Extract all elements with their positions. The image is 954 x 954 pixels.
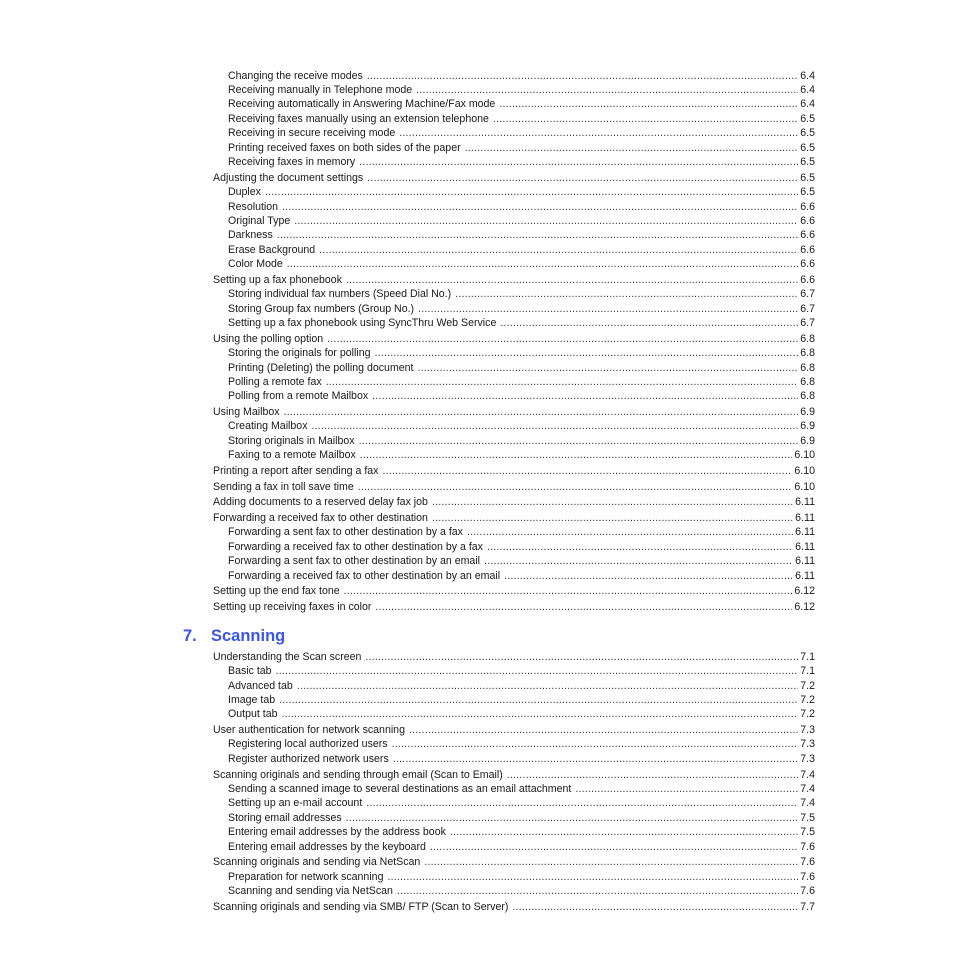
chapter-heading bbox=[183, 627, 285, 649]
toc-entry[interactable] bbox=[228, 70, 815, 83]
toc-entry-page: 6.11 bbox=[795, 526, 815, 538]
toc-entry[interactable] bbox=[213, 769, 815, 782]
toc-entry[interactable] bbox=[228, 186, 815, 199]
toc-leader-dots bbox=[279, 694, 798, 707]
toc-entry-title: Entering email addresses by the address book bbox=[228, 826, 446, 838]
toc-leader-dots bbox=[365, 651, 798, 664]
toc-entry[interactable] bbox=[213, 333, 815, 346]
toc-entry-title: Scanning originals and sending via SMB/ FTP (Scan to Server) bbox=[213, 901, 509, 913]
chapter-title: Scanning bbox=[211, 627, 286, 645]
toc-leader-dots bbox=[397, 885, 798, 898]
toc-entry-page: 7.5 bbox=[800, 812, 815, 824]
toc-entry-title: Using Mailbox bbox=[213, 406, 280, 418]
toc-leader-dots bbox=[432, 496, 793, 509]
toc-entry-page: 7.6 bbox=[800, 841, 815, 853]
toc-entry-page: 7.3 bbox=[800, 753, 815, 765]
toc-entry-title: Receiving faxes in memory bbox=[228, 156, 356, 168]
toc-leader-dots bbox=[359, 156, 798, 169]
toc-entry[interactable] bbox=[213, 724, 815, 737]
toc-entry-page: 6.5 bbox=[800, 127, 815, 139]
toc-entry-title: Scanning originals and sending through email (Scan to Email) bbox=[213, 769, 503, 781]
toc-leader-dots bbox=[372, 390, 798, 403]
toc-leader-dots bbox=[287, 258, 799, 271]
toc-entry-page: 7.2 bbox=[800, 694, 815, 706]
toc-entry-page: 6.12 bbox=[794, 585, 815, 597]
toc-entry-page: 7.2 bbox=[800, 680, 815, 692]
toc-entry-title: Using the polling option bbox=[213, 333, 324, 345]
toc-entry[interactable] bbox=[228, 215, 815, 228]
toc-entry-page: 7.2 bbox=[800, 708, 815, 720]
toc-entry-page: 6.4 bbox=[800, 84, 815, 96]
toc-entry[interactable] bbox=[228, 435, 815, 448]
toc-entry-page: 7.6 bbox=[800, 871, 815, 883]
toc-entry-title: Changing the receive modes bbox=[228, 70, 363, 82]
toc-entry[interactable] bbox=[228, 841, 815, 854]
toc-entry-page: 7.1 bbox=[800, 651, 815, 663]
toc-leader-dots bbox=[493, 113, 798, 126]
toc-entry-title: Sending a scanned image to several destinations as an email attachment bbox=[228, 783, 572, 795]
toc-leader-dots bbox=[284, 406, 799, 419]
toc-entry-title: Resolution bbox=[228, 201, 279, 213]
toc-entry-page: 6.8 bbox=[800, 362, 815, 374]
toc-leader-dots bbox=[392, 738, 799, 751]
toc-entry-title: User authentication for network scanning bbox=[213, 724, 405, 736]
toc-entry-title: Polling a remote fax bbox=[228, 376, 322, 388]
toc-leader-dots bbox=[418, 303, 798, 316]
toc-entry[interactable] bbox=[213, 465, 815, 478]
toc-entry-title: Duplex bbox=[228, 186, 261, 198]
toc-entry-page: 6.5 bbox=[800, 186, 815, 198]
toc-leader-dots bbox=[375, 601, 792, 614]
toc-leader-dots bbox=[276, 665, 799, 678]
toc-entry[interactable] bbox=[228, 871, 815, 884]
toc-entry-page: 7.6 bbox=[800, 856, 815, 868]
toc-entry-page: 6.10 bbox=[794, 449, 815, 461]
toc-entry-page: 7.3 bbox=[800, 724, 815, 736]
toc-entry[interactable] bbox=[228, 98, 815, 111]
toc-leader-dots bbox=[499, 98, 798, 111]
toc-entry-page: 6.4 bbox=[800, 70, 815, 82]
toc-entry-page: 6.5 bbox=[800, 113, 815, 125]
toc-entry-title: Advanced tab bbox=[228, 680, 293, 692]
toc-entry-page: 6.6 bbox=[800, 258, 815, 270]
toc-leader-dots bbox=[358, 481, 793, 494]
toc-leader-dots bbox=[312, 420, 799, 433]
toc-entry[interactable] bbox=[228, 420, 815, 433]
toc-entry-page: 6.6 bbox=[800, 215, 815, 227]
toc-entry[interactable] bbox=[228, 555, 815, 568]
toc-entry-page: 6.7 bbox=[800, 317, 815, 329]
toc-leader-dots bbox=[360, 449, 793, 462]
toc-leader-dots bbox=[367, 172, 798, 185]
toc-entry[interactable] bbox=[228, 449, 815, 462]
toc-entry-title: Original Type bbox=[228, 215, 291, 227]
toc-leader-dots bbox=[416, 84, 798, 97]
toc-entry[interactable] bbox=[228, 303, 815, 316]
toc-entry-title: Setting up receiving faxes in color bbox=[213, 601, 372, 613]
toc-entry-title: Forwarding a sent fax to other destination by an email bbox=[228, 555, 481, 567]
toc-leader-dots bbox=[375, 347, 799, 360]
toc-entry[interactable] bbox=[213, 601, 815, 614]
toc-entry[interactable] bbox=[213, 481, 815, 494]
toc-entry-title: Scanning and sending via NetScan bbox=[228, 885, 393, 897]
toc-leader-dots bbox=[326, 376, 799, 389]
toc-entry-page: 6.9 bbox=[800, 406, 815, 418]
toc-entry-title: Color Mode bbox=[228, 258, 283, 270]
toc-entry-title: Setting up the end fax tone bbox=[213, 585, 340, 597]
toc-leader-dots bbox=[346, 812, 799, 825]
toc-entry-title: Scanning originals and sending via NetScan bbox=[213, 856, 421, 868]
toc-entry-page: 6.11 bbox=[795, 496, 815, 508]
toc-entry-page: 6.7 bbox=[800, 303, 815, 315]
toc-entry-page: 6.5 bbox=[800, 142, 815, 154]
toc-entry-page: 7.5 bbox=[800, 826, 815, 838]
toc-leader-dots bbox=[393, 753, 799, 766]
toc-entry-title: Image tab bbox=[228, 694, 276, 706]
toc-entry-page: 6.6 bbox=[800, 244, 815, 256]
toc-leader-dots bbox=[327, 333, 798, 346]
toc-entry[interactable] bbox=[228, 708, 815, 721]
toc-entry-title: Receiving in secure receiving mode bbox=[228, 127, 396, 139]
toc-entry[interactable] bbox=[228, 797, 815, 810]
toc-entry-title: Setting up a fax phonebook bbox=[213, 274, 342, 286]
toc-entry[interactable] bbox=[213, 406, 815, 419]
toc-entry-title: Storing the originals for polling bbox=[228, 347, 371, 359]
toc-entry-title: Storing Group fax numbers (Group No.) bbox=[228, 303, 415, 315]
toc-leader-dots bbox=[366, 797, 798, 810]
toc-entry[interactable] bbox=[228, 244, 815, 257]
toc-entry[interactable] bbox=[228, 288, 815, 301]
toc-entry-title: Receiving faxes manually using an extension telephone bbox=[228, 113, 489, 125]
toc-entry[interactable] bbox=[228, 680, 815, 693]
chapter-number: 7. bbox=[183, 627, 197, 645]
toc-entry[interactable] bbox=[228, 665, 815, 678]
toc-entry-title: Printing a report after sending a fax bbox=[213, 465, 379, 477]
toc-entry[interactable] bbox=[228, 812, 815, 825]
toc-entry-page: 6.9 bbox=[800, 435, 815, 447]
toc-entry[interactable] bbox=[213, 901, 815, 914]
toc-entry-page: 6.11 bbox=[795, 512, 815, 524]
toc-entry[interactable] bbox=[228, 541, 815, 554]
toc-leader-dots bbox=[575, 783, 798, 796]
toc-entry[interactable] bbox=[228, 526, 815, 539]
toc-entry-title: Setting up an e-mail account bbox=[228, 797, 363, 809]
toc-entry-title: Storing individual fax numbers (Speed Dial No.) bbox=[228, 288, 452, 300]
toc-entry[interactable] bbox=[228, 826, 815, 839]
toc-entry-page: 6.10 bbox=[794, 465, 815, 477]
toc-leader-dots bbox=[455, 288, 798, 301]
toc-entry-title: Adjusting the document settings bbox=[213, 172, 364, 184]
toc-entry-page: 6.5 bbox=[800, 172, 815, 184]
toc-leader-dots bbox=[409, 724, 798, 737]
toc-leader-dots bbox=[297, 680, 798, 693]
toc-entry-title: Forwarding a received fax to other destination bbox=[213, 512, 428, 524]
toc-leader-dots bbox=[432, 512, 793, 525]
toc-entry-page: 6.11 bbox=[795, 570, 815, 582]
toc-leader-dots bbox=[399, 127, 798, 140]
toc-entry-page: 6.10 bbox=[794, 481, 815, 493]
toc-entry[interactable] bbox=[228, 753, 815, 766]
toc-entry-title: Receiving manually in Telephone mode bbox=[228, 84, 413, 96]
toc-entry[interactable] bbox=[228, 156, 815, 169]
toc-entry-page: 6.6 bbox=[800, 201, 815, 213]
toc-entry-title: Preparation for network scanning bbox=[228, 871, 384, 883]
toc-entry-title: Sending a fax in toll save time bbox=[213, 481, 354, 493]
toc-entry-title: Receiving automatically in Answering Machine/Fax mode bbox=[228, 98, 496, 110]
toc-leader-dots bbox=[359, 435, 799, 448]
toc-leader-dots bbox=[344, 585, 793, 598]
toc-leader-dots bbox=[507, 769, 799, 782]
toc-entry[interactable] bbox=[228, 738, 815, 751]
toc-entry-title: Polling from a remote Mailbox bbox=[228, 390, 369, 402]
toc-leader-dots bbox=[418, 362, 799, 375]
toc-leader-dots bbox=[346, 274, 798, 287]
toc-entry-title: Printing received faxes on both sides of the paper bbox=[228, 142, 461, 154]
toc-entry-title: Faxing to a remote Mailbox bbox=[228, 449, 356, 461]
toc-entry[interactable] bbox=[228, 84, 815, 97]
toc-entry-page: 6.9 bbox=[800, 420, 815, 432]
toc-leader-dots bbox=[277, 229, 799, 242]
toc-leader-dots bbox=[424, 856, 798, 869]
toc-leader-dots bbox=[484, 555, 793, 568]
toc-entry[interactable] bbox=[228, 694, 815, 707]
toc-entry-page: 6.8 bbox=[800, 376, 815, 388]
toc-entry-title: Registering local authorized users bbox=[228, 738, 388, 750]
toc-entry-title: Forwarding a sent fax to other destination by a fax bbox=[228, 526, 463, 538]
toc-leader-dots bbox=[465, 142, 799, 155]
toc-entry-title: Adding documents to a reserved delay fax job bbox=[213, 496, 428, 508]
toc-entry-page: 6.5 bbox=[800, 156, 815, 168]
toc-leader-dots bbox=[504, 570, 793, 583]
toc-leader-dots bbox=[450, 826, 798, 839]
toc-entry[interactable] bbox=[228, 317, 815, 330]
toc-entry-page: 6.11 bbox=[795, 541, 815, 553]
toc-entry-page: 7.3 bbox=[800, 738, 815, 750]
toc-entry-title: Forwarding a received fax to other destination by an email bbox=[228, 570, 501, 582]
toc-entry[interactable] bbox=[228, 783, 815, 796]
toc-entry-page: 7.1 bbox=[800, 665, 815, 677]
toc-leader-dots bbox=[281, 708, 798, 721]
toc-leader-dots bbox=[387, 871, 798, 884]
toc-entry[interactable] bbox=[228, 376, 815, 389]
toc-entry-title: Printing (Deleting) the polling document bbox=[228, 362, 414, 374]
toc-entry[interactable] bbox=[213, 274, 815, 287]
toc-entry-title: Erase Background bbox=[228, 244, 316, 256]
toc-entry[interactable] bbox=[228, 113, 815, 126]
toc-entry[interactable] bbox=[228, 229, 815, 242]
toc-entry-page: 7.7 bbox=[800, 901, 815, 913]
toc-entry[interactable] bbox=[228, 570, 815, 583]
toc-entry-page: 7.4 bbox=[800, 769, 815, 781]
toc-entry-page: 6.8 bbox=[800, 347, 815, 359]
toc-entry[interactable] bbox=[228, 885, 815, 898]
toc-entry[interactable] bbox=[228, 142, 815, 155]
toc-entry-page: 6.7 bbox=[800, 288, 815, 300]
toc-entry-title: Register authorized network users bbox=[228, 753, 389, 765]
toc-entry-title: Storing originals in Mailbox bbox=[228, 435, 355, 447]
toc-entry-title: Output tab bbox=[228, 708, 278, 720]
toc-entry[interactable] bbox=[228, 258, 815, 271]
toc-entry-title: Setting up a fax phonebook using SyncThru Web Service bbox=[228, 317, 497, 329]
toc-leader-dots bbox=[512, 901, 798, 914]
toc-entry[interactable] bbox=[213, 496, 815, 509]
toc-entry-page: 6.6 bbox=[800, 274, 815, 286]
toc-entry[interactable] bbox=[228, 390, 815, 403]
toc-entry[interactable] bbox=[213, 172, 815, 185]
toc-entry-page: 6.8 bbox=[800, 333, 815, 345]
toc-entry-page: 6.8 bbox=[800, 390, 815, 402]
toc-entry[interactable] bbox=[213, 856, 815, 869]
toc-entry-page: 6.11 bbox=[795, 555, 815, 567]
toc-entry-title: Entering email addresses by the keyboard bbox=[228, 841, 426, 853]
toc-entry[interactable] bbox=[228, 201, 815, 214]
toc-entry-title: Storing email addresses bbox=[228, 812, 342, 824]
toc-leader-dots bbox=[500, 317, 798, 330]
toc-entry-title: Creating Mailbox bbox=[228, 420, 308, 432]
toc-leader-dots bbox=[467, 526, 793, 539]
toc-entry-title: Understanding the Scan screen bbox=[213, 651, 362, 663]
toc-leader-dots bbox=[430, 841, 798, 854]
toc-entry-page: 7.4 bbox=[800, 783, 815, 795]
toc-leader-dots bbox=[294, 215, 798, 228]
toc-entry[interactable] bbox=[228, 127, 815, 140]
toc-entry[interactable] bbox=[228, 362, 815, 375]
toc-entry-page: 7.4 bbox=[800, 797, 815, 809]
toc-entry[interactable] bbox=[228, 347, 815, 360]
toc-entry[interactable] bbox=[213, 651, 815, 664]
toc-entry[interactable] bbox=[213, 512, 815, 525]
toc-entry-page: 7.6 bbox=[800, 885, 815, 897]
toc-entry-title: Darkness bbox=[228, 229, 273, 241]
toc-leader-dots bbox=[319, 244, 798, 257]
toc-leader-dots bbox=[282, 201, 798, 214]
toc-entry-page: 6.4 bbox=[800, 98, 815, 110]
toc-entry-page: 6.6 bbox=[800, 229, 815, 241]
toc-entry[interactable] bbox=[213, 585, 815, 598]
toc-leader-dots bbox=[382, 465, 792, 478]
toc-entry-title: Forwarding a received fax to other destination by a fax bbox=[228, 541, 483, 553]
toc-leader-dots bbox=[367, 70, 798, 83]
toc-leader-dots bbox=[487, 541, 793, 554]
toc-entry-title: Basic tab bbox=[228, 665, 272, 677]
toc-leader-dots bbox=[265, 186, 798, 199]
toc-entry-page: 6.12 bbox=[794, 601, 815, 613]
